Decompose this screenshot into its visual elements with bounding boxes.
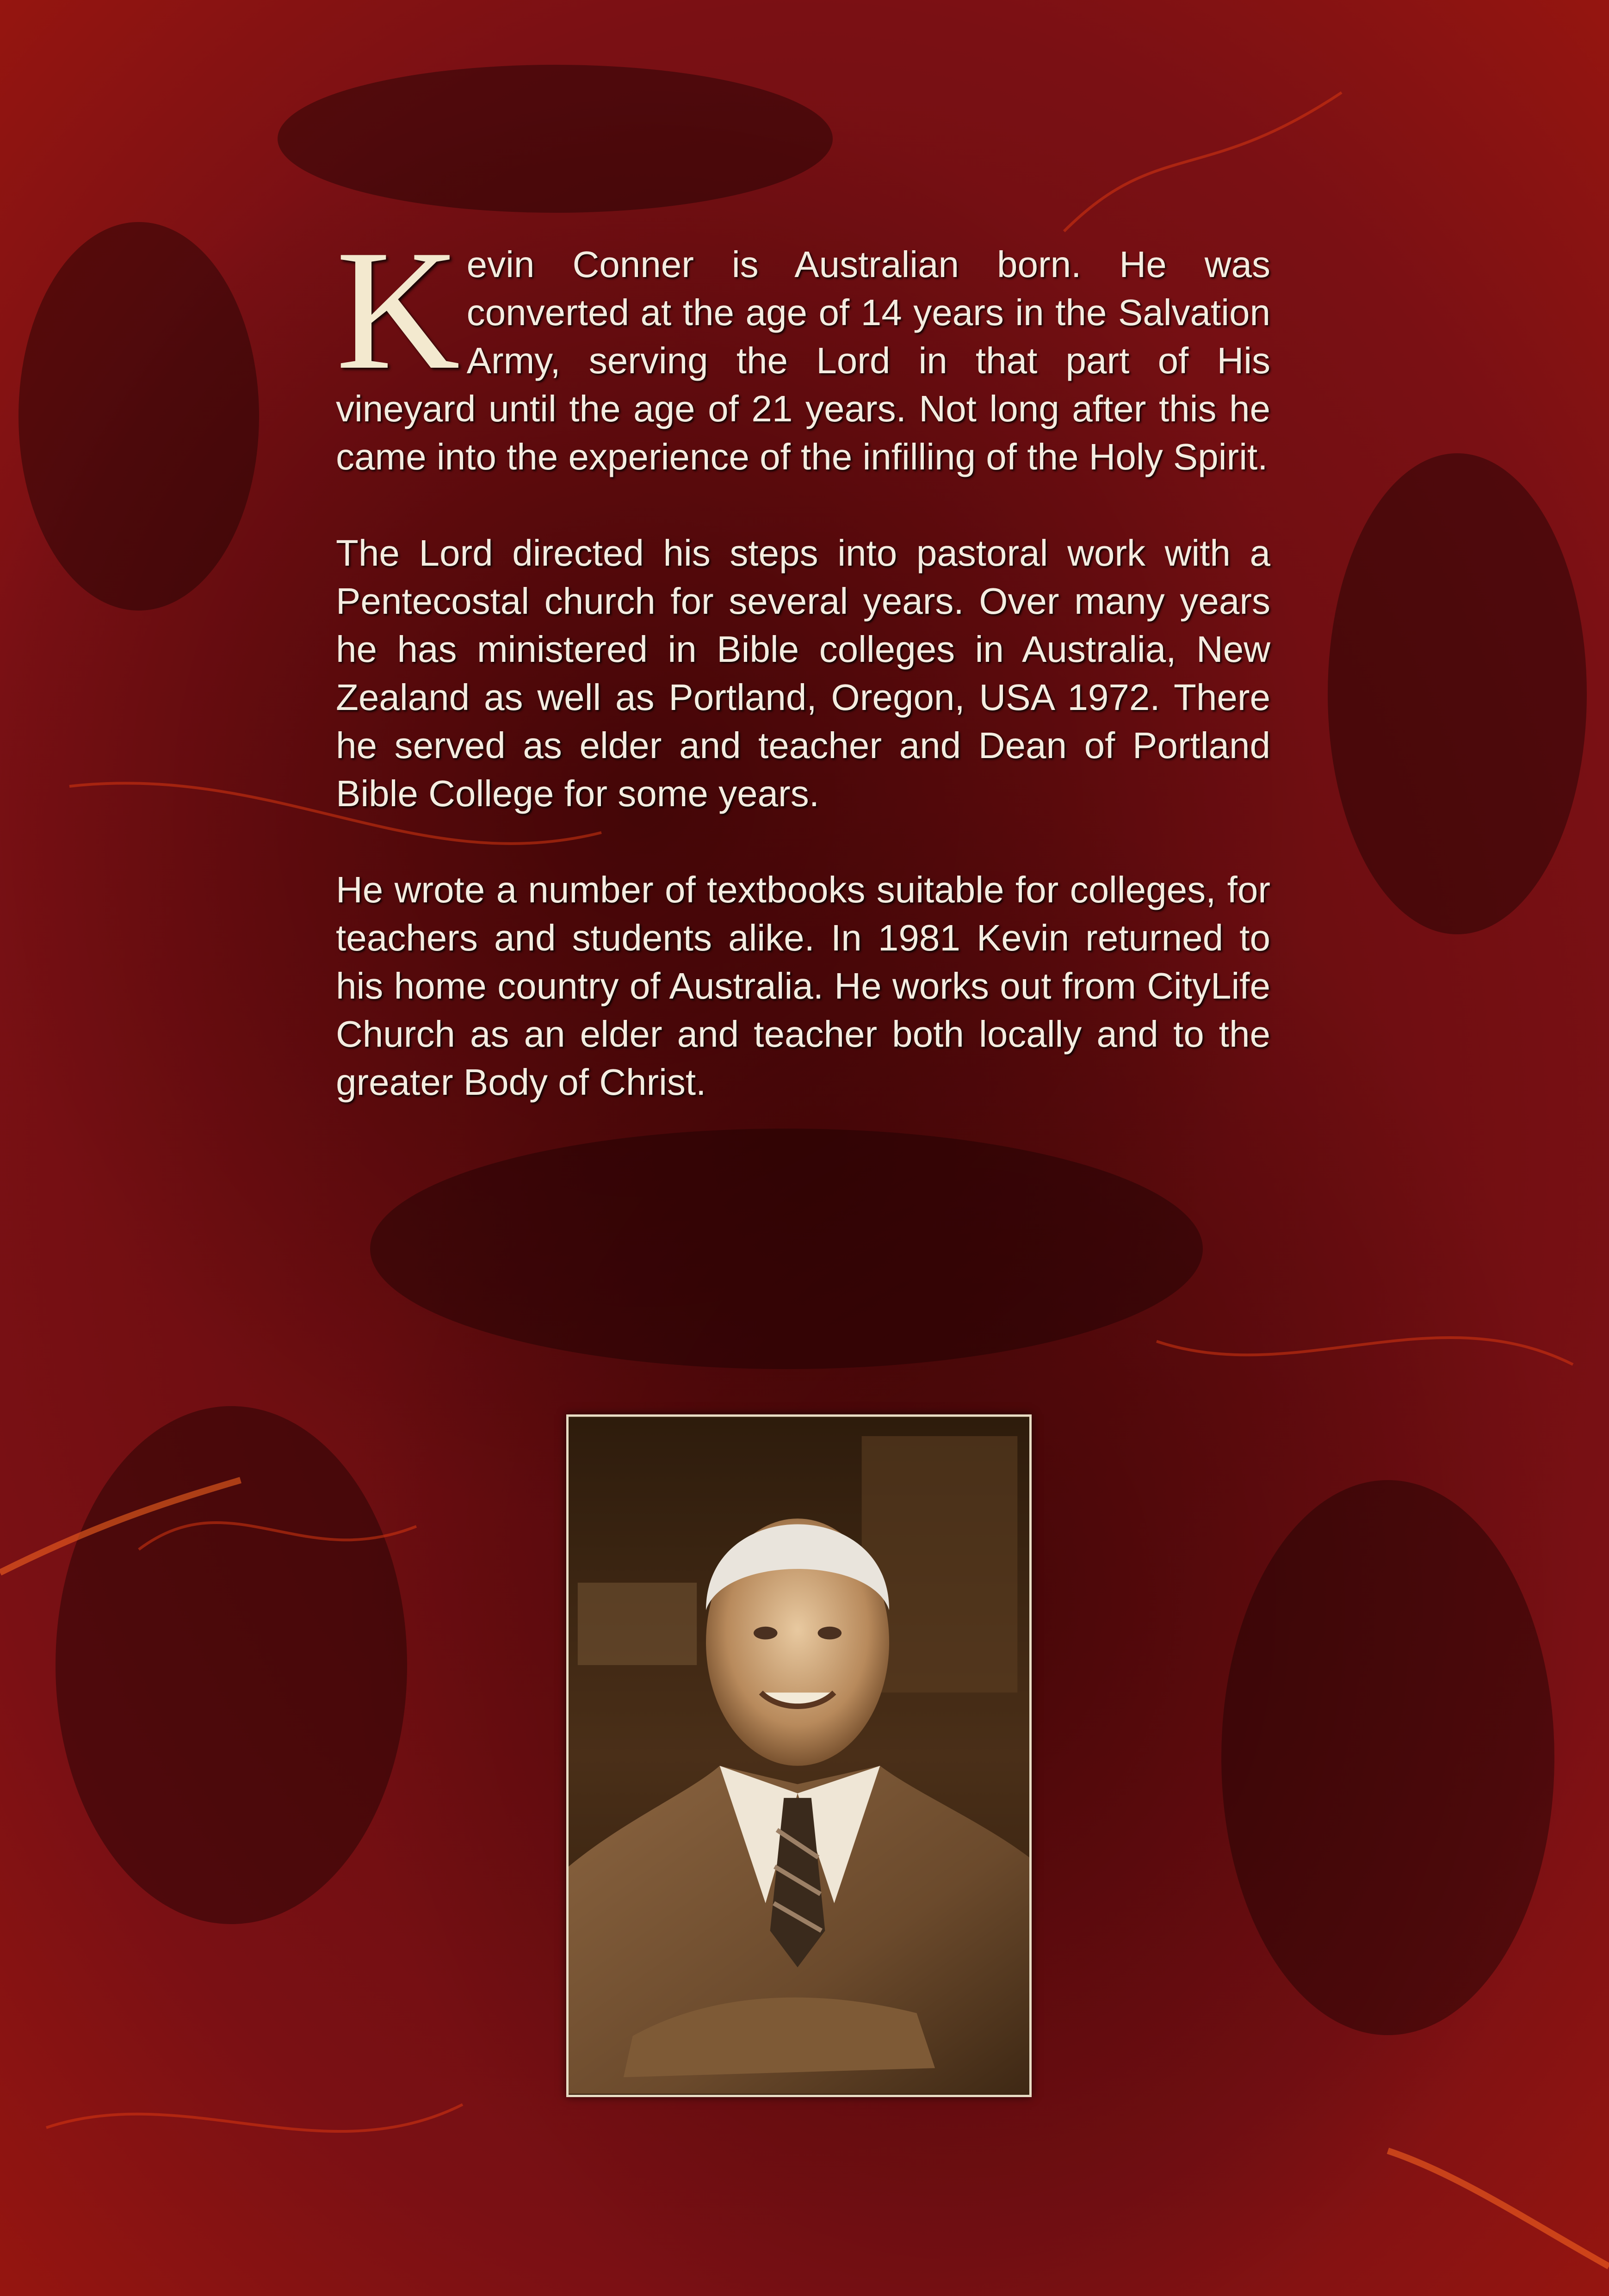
bio-paragraph-2: The Lord directed his steps into pastoral work with a Pentecostal church for several years. Over many years he has ministered in Bible colleges in Australia, New Zealand as well as Portland, Oregon, USA 1972. There he served as elder and teacher and Dean of Portland Bible College for some years. bbox=[336, 532, 1270, 814]
bio-paragraph-3: He wrote a number of textbooks suitable for colleges, for teachers and students alike. In 1981 Kevin returned to his home country of Australia. He works out from CityLife Church as an elder and teacher both locally and to the greater Body of Christ. bbox=[336, 869, 1270, 1103]
author-portrait-image bbox=[569, 1417, 1029, 2095]
bio-paragraph-1-text: evin Conner is Australian born. He was converted at the age of 14 years in the Salvation Army, serving the Lord in that part of His vineyard until the age of 21 years. Not long after this he came into the experience of the infilling of the Holy Spirit. bbox=[336, 244, 1270, 477]
author-photo bbox=[566, 1414, 1032, 2097]
bio-paragraph-1 bbox=[336, 215, 1270, 481]
drop-cap-letter: K bbox=[336, 215, 460, 405]
author-biography bbox=[336, 215, 1270, 1154]
